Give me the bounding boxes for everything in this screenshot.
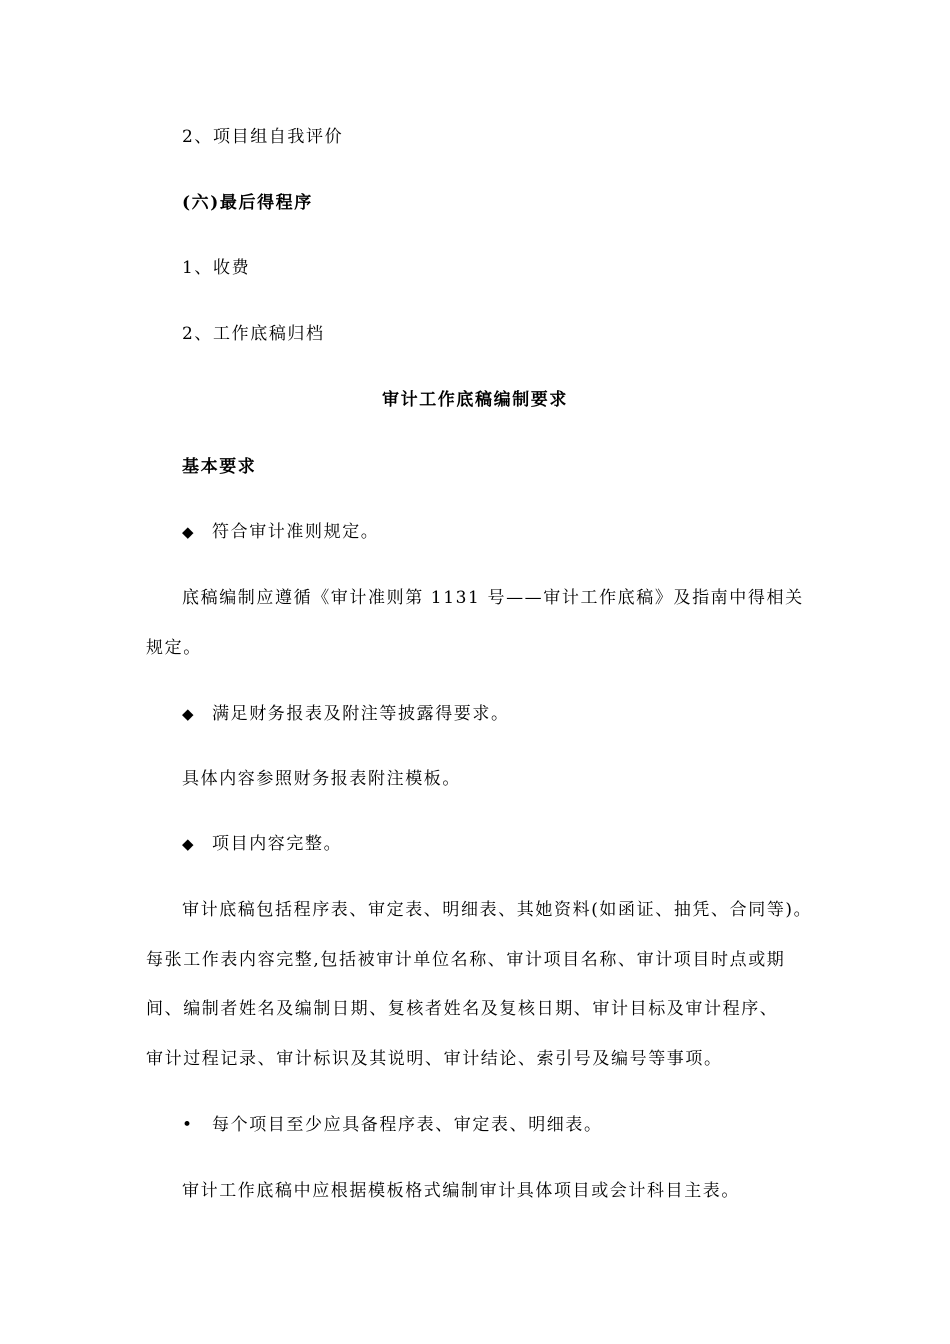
- dot-bullet-icon: •: [182, 1115, 194, 1135]
- list-item: 2、工作底稿归档: [182, 324, 325, 344]
- paragraph-line: 具体内容参照财务报表附注模板。: [182, 769, 461, 789]
- paragraph-line: 间、编制者姓名及编制日期、复核者姓名及复核日期、审计目标及审计程序、: [146, 999, 779, 1019]
- paragraph-line: 底稿编制应遵循《审计准则第 1131 号——审计工作底稿》及指南中得相关: [182, 588, 804, 608]
- paragraph-line: 审计底稿包括程序表、审定表、明细表、其她资料(如函证、抽凭、合同等)。: [182, 900, 813, 920]
- section-heading: (六)最后得程序: [182, 193, 313, 213]
- diamond-bullet-icon: ◆: [182, 705, 196, 723]
- paragraph-line: 审计过程记录、审计标识及其说明、审计结论、索引号及编号等事项。: [146, 1049, 723, 1069]
- paragraph-line: 审计工作底稿中应根据模板格式编制审计具体项目或会计科目主表。: [182, 1181, 740, 1201]
- diamond-bullet-icon: ◆: [182, 835, 196, 853]
- paragraph-line: 每张工作表内容完整,包括被审计单位名称、审计项目名称、审计项目时点或期: [146, 950, 786, 970]
- page-title: 审计工作底稿编制要求: [382, 390, 568, 410]
- list-item: 2、项目组自我评价: [182, 127, 344, 147]
- bullet-item: [182, 521, 379, 543]
- bullet-text: 每个项目至少应具备程序表、审定表、明细表。: [212, 1115, 603, 1135]
- bullet-text: 符合审计准则规定。: [212, 522, 380, 542]
- bullet-item: [182, 1114, 603, 1136]
- list-item: 1、收费: [182, 258, 251, 278]
- bullet-text: 项目内容完整。: [212, 834, 343, 854]
- section-heading: 基本要求: [182, 457, 257, 477]
- bullet-item: [182, 833, 342, 855]
- bullet-item: [182, 703, 510, 725]
- diamond-bullet-icon: ◆: [182, 523, 196, 541]
- paragraph-line: 规定。: [146, 638, 202, 658]
- bullet-text: 满足财务报表及附注等披露得要求。: [212, 704, 510, 724]
